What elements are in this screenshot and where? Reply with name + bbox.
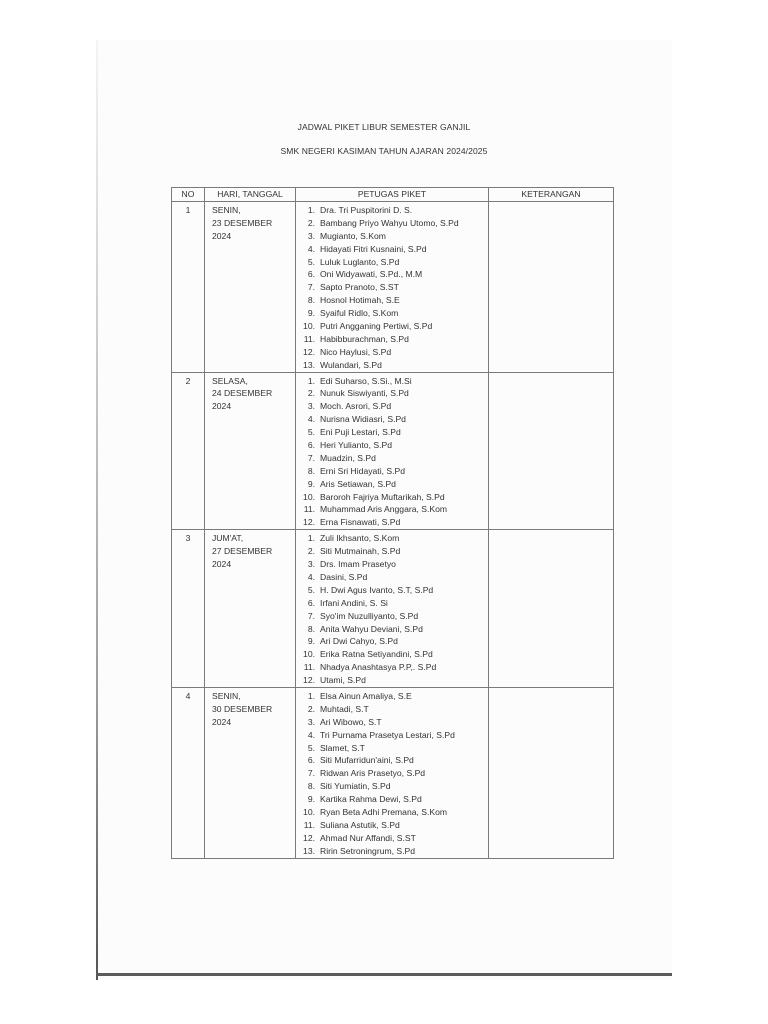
table-row xyxy=(172,530,614,688)
petugas-name: Luluk Luglanto, S.Pd xyxy=(320,256,400,267)
petugas-name: Muhammad Aris Anggara, S.Kom xyxy=(320,504,448,515)
petugas-name: Heri Yulianto, S.Pd xyxy=(320,440,392,451)
petugas-name: Suliana Astutik, S.Pd xyxy=(320,819,400,830)
list-item-number: 1. xyxy=(307,375,315,386)
list-item xyxy=(296,690,488,703)
list-item-number: 12. xyxy=(303,346,315,357)
list-item-number: 8. xyxy=(307,465,315,476)
header-day-date: HARI, TANGGAL xyxy=(205,188,296,202)
list-item-number: 10. xyxy=(303,321,315,332)
page-bottom-edge xyxy=(96,973,672,976)
petugas-name: Ryan Beta Adhi Premana, S.Kom xyxy=(320,806,448,817)
petugas-name: Putri Angganing Pertiwi, S.Pd xyxy=(320,321,433,332)
list-item xyxy=(296,230,488,243)
list-item xyxy=(296,217,488,230)
petugas-name: Siti Mufarridun'aini, S.Pd xyxy=(320,755,414,766)
table-row xyxy=(172,202,614,373)
day-date-line: 24 DESEMBER xyxy=(212,388,273,399)
list-item-number: 4. xyxy=(307,414,315,425)
list-item xyxy=(296,375,488,388)
list-item xyxy=(296,742,488,755)
petugas-name: Ari Wibowo, S.T xyxy=(320,716,382,727)
list-item xyxy=(296,387,488,400)
petugas-name: Ahmad Nur Affandi, S.ST xyxy=(320,832,416,843)
list-item-number: 7. xyxy=(307,610,315,621)
list-item-number: 4. xyxy=(307,243,315,254)
list-item-number: 6. xyxy=(307,440,315,451)
petugas-name: Hosnol Hotimah, S.E xyxy=(320,295,400,306)
list-item-number: 12. xyxy=(303,675,315,686)
list-item-number: 5. xyxy=(307,742,315,753)
petugas-name: Siti Mutmainah, S.Pd xyxy=(320,546,401,557)
list-item xyxy=(296,346,488,359)
keterangan-cell xyxy=(489,687,614,858)
list-item xyxy=(296,584,488,597)
list-item-number: 1. xyxy=(307,690,315,701)
list-item xyxy=(296,204,488,217)
day-date-line: 23 DESEMBER xyxy=(212,217,273,228)
list-item xyxy=(296,545,488,558)
petugas-cell xyxy=(296,202,489,373)
list-item-number: 6. xyxy=(307,269,315,280)
header-no: NO xyxy=(172,188,205,202)
petugas-name: Ari Dwi Cahyo, S.Pd xyxy=(320,636,398,647)
list-item-number: 7. xyxy=(307,282,315,293)
petugas-name: Aris Setiawan, S.Pd xyxy=(320,478,396,489)
list-item-number: 12. xyxy=(303,517,315,528)
list-item xyxy=(296,426,488,439)
list-item-number: 13. xyxy=(303,359,315,370)
petugas-name: Dra. Tri Puspitorini D. S. xyxy=(320,205,413,215)
list-item-number: 1. xyxy=(307,533,315,544)
list-item xyxy=(296,674,488,687)
row-number: 3 xyxy=(172,530,205,688)
petugas-name: Edi Suharso, S.Si., M.Si xyxy=(320,375,412,386)
petugas-name: Irfani Andini, S. Si xyxy=(320,597,388,608)
petugas-name: Nico Haylusi, S.Pd xyxy=(320,346,392,357)
list-item xyxy=(296,503,488,516)
day-date-line: SELASA, xyxy=(212,375,248,386)
list-item-number: 6. xyxy=(307,755,315,766)
petugas-name: Erna Fisnawati, S.Pd xyxy=(320,517,401,528)
header-keterangan: KETERANGAN xyxy=(489,188,614,202)
petugas-name: Nunuk Siswiyanti, S.Pd xyxy=(320,388,409,399)
list-item xyxy=(296,516,488,529)
list-item xyxy=(296,729,488,742)
list-item-number: 3. xyxy=(307,401,315,412)
list-item-number: 2. xyxy=(307,388,315,399)
list-item xyxy=(296,832,488,845)
list-item xyxy=(296,359,488,372)
list-item-number: 7. xyxy=(307,452,315,463)
petugas-name: Ririn Setroningrum, S.Pd xyxy=(320,845,416,856)
list-item xyxy=(296,716,488,729)
day-date-cell xyxy=(205,372,296,530)
list-item-number: 5. xyxy=(307,427,315,438)
list-item-number: 8. xyxy=(307,781,315,792)
list-item xyxy=(296,623,488,636)
table-row xyxy=(172,372,614,530)
petugas-name: Siti Yumiatin, S.Pd xyxy=(320,781,391,792)
petugas-name: Syaiful Ridlo, S.Kom xyxy=(320,308,399,319)
header-petugas: PETUGAS PIKET xyxy=(296,188,489,202)
keterangan-cell xyxy=(489,202,614,373)
list-item xyxy=(296,571,488,584)
list-item-number: 5. xyxy=(307,256,315,267)
list-item-number: 3. xyxy=(307,559,315,570)
list-item xyxy=(296,268,488,281)
list-item xyxy=(296,661,488,674)
table-body xyxy=(172,202,614,859)
list-item xyxy=(296,780,488,793)
list-item-number: 9. xyxy=(307,308,315,319)
document-title: JADWAL PIKET LIBUR SEMESTER GANJIL xyxy=(297,122,471,132)
list-item-number: 4. xyxy=(307,729,315,740)
day-date-cell xyxy=(205,202,296,373)
day-date-line: 2024 xyxy=(212,559,232,570)
list-item-number: 13. xyxy=(303,845,315,856)
day-date-line: 2024 xyxy=(212,401,232,412)
page-left-edge-shadow xyxy=(96,40,98,980)
petugas-name: Eni Puji Lestari, S.Pd xyxy=(320,427,401,438)
row-number: 2 xyxy=(172,372,205,530)
list-item-number: 9. xyxy=(307,794,315,805)
petugas-name: Oni Widyawati, S.Pd., M.M xyxy=(320,269,423,280)
duty-schedule-table xyxy=(171,187,614,859)
day-date-line: 2024 xyxy=(212,716,232,727)
list-item xyxy=(296,307,488,320)
list-item xyxy=(296,491,488,504)
list-item xyxy=(296,400,488,413)
document-subtitle: SMK NEGERI KASIMAN TAHUN AJARAN 2024/2025 xyxy=(280,146,488,156)
list-item xyxy=(296,793,488,806)
list-item xyxy=(296,754,488,767)
list-item-number: 12. xyxy=(303,832,315,843)
list-item-number: 11. xyxy=(303,504,315,515)
petugas-name: Drs. Imam Prasetyo xyxy=(320,559,396,570)
petugas-name: Muhtadi, S.T xyxy=(320,703,369,714)
petugas-name: Dasini, S.Pd xyxy=(320,571,368,582)
petugas-cell xyxy=(296,687,489,858)
list-item-number: 8. xyxy=(307,295,315,306)
list-item-number: 3. xyxy=(307,716,315,727)
list-item-number: 9. xyxy=(307,478,315,489)
list-item-number: 2. xyxy=(307,703,315,714)
list-item-number: 5. xyxy=(307,584,315,595)
list-item xyxy=(296,243,488,256)
list-item xyxy=(296,532,488,545)
petugas-cell xyxy=(296,372,489,530)
list-item xyxy=(296,333,488,346)
list-item xyxy=(296,558,488,571)
keterangan-cell xyxy=(489,372,614,530)
day-date-line: SENIN, xyxy=(212,205,241,215)
list-item-number: 8. xyxy=(307,623,315,634)
petugas-name: Habibburachman, S.Pd xyxy=(320,333,409,344)
petugas-name: Anita Wahyu Deviani, S.Pd xyxy=(320,623,423,634)
petugas-name: Baroroh Fajriya Muftarikah, S.Pd xyxy=(320,491,445,502)
list-item xyxy=(296,256,488,269)
keterangan-cell xyxy=(489,530,614,688)
petugas-name: Nurisna Widiasri, S.Pd xyxy=(320,414,406,425)
petugas-name: Bambang Priyo Wahyu Utomo, S.Pd xyxy=(320,217,459,228)
list-item xyxy=(296,320,488,333)
list-item-number: 11. xyxy=(303,333,315,344)
list-item xyxy=(296,413,488,426)
list-item xyxy=(296,648,488,661)
petugas-name: Syo'im Nuzulliyanto, S.Pd xyxy=(320,610,419,621)
list-item-number: 9. xyxy=(307,636,315,647)
day-date-line: JUM'AT, xyxy=(212,533,244,544)
list-item xyxy=(296,281,488,294)
petugas-name: Mugianto, S.Kom xyxy=(320,230,386,241)
day-date-line: SENIN, xyxy=(212,690,241,701)
petugas-name: Zuli Ikhsanto, S.Kom xyxy=(320,533,400,544)
petugas-name: Ridwan Aris Prasetyo, S.Pd xyxy=(320,768,426,779)
list-item xyxy=(296,845,488,858)
list-item xyxy=(296,465,488,478)
petugas-name: Kartika Rahma Dewi, S.Pd xyxy=(320,794,422,805)
list-item-number: 2. xyxy=(307,217,315,228)
list-item xyxy=(296,478,488,491)
petugas-name: Slamet, S.T xyxy=(320,742,365,753)
list-item xyxy=(296,294,488,307)
day-date-cell xyxy=(205,687,296,858)
petugas-name: Wulandari, S.Pd xyxy=(320,359,382,370)
list-item-number: 7. xyxy=(307,768,315,779)
day-date-line: 30 DESEMBER xyxy=(212,703,273,714)
list-item-number: 6. xyxy=(307,597,315,608)
petugas-name: Sapto Pranoto, S.ST xyxy=(320,282,399,293)
day-date-line: 27 DESEMBER xyxy=(212,546,273,557)
list-item xyxy=(296,597,488,610)
day-date-line: 2024 xyxy=(212,230,232,241)
list-item-number: 2. xyxy=(307,546,315,557)
list-item xyxy=(296,452,488,465)
petugas-name: Hidayati Fitri Kusnaini, S.Pd xyxy=(320,243,427,254)
list-item-number: 10. xyxy=(303,806,315,817)
list-item-number: 4. xyxy=(307,571,315,582)
list-item xyxy=(296,806,488,819)
list-item-number: 10. xyxy=(303,491,315,502)
day-date-cell xyxy=(205,530,296,688)
petugas-name: Erni Sri Hidayati, S.Pd xyxy=(320,465,406,476)
petugas-name: Nhadya Anashtasya P.P,. S.Pd xyxy=(320,662,437,673)
list-item-number: 3. xyxy=(307,230,315,241)
list-item xyxy=(296,819,488,832)
row-number: 1 xyxy=(172,202,205,373)
petugas-name: Moch. Asrori, S.Pd xyxy=(320,401,392,412)
list-item xyxy=(296,767,488,780)
petugas-name: Utami, S.Pd xyxy=(320,675,366,686)
petugas-name: Erika Ratna Setiyandini, S.Pd xyxy=(320,649,433,660)
list-item-number: 11. xyxy=(303,662,315,673)
list-item xyxy=(296,635,488,648)
petugas-name: Muadzin, S.Pd xyxy=(320,452,376,463)
list-item xyxy=(296,703,488,716)
petugas-name: Tri Purnama Prasetya Lestari, S.Pd xyxy=(320,729,455,740)
list-item xyxy=(296,610,488,623)
list-item-number: 10. xyxy=(303,649,315,660)
row-number: 4 xyxy=(172,687,205,858)
table-row xyxy=(172,687,614,858)
list-item-number: 1. xyxy=(307,205,315,215)
list-item-number: 11. xyxy=(303,819,315,830)
table-header-row xyxy=(172,188,614,202)
petugas-cell xyxy=(296,530,489,688)
list-item xyxy=(296,439,488,452)
petugas-name: Elsa Ainun Amaliya, S.E xyxy=(320,690,412,701)
petugas-name: H. Dwi Agus Ivanto, S.T, S.Pd xyxy=(320,584,434,595)
